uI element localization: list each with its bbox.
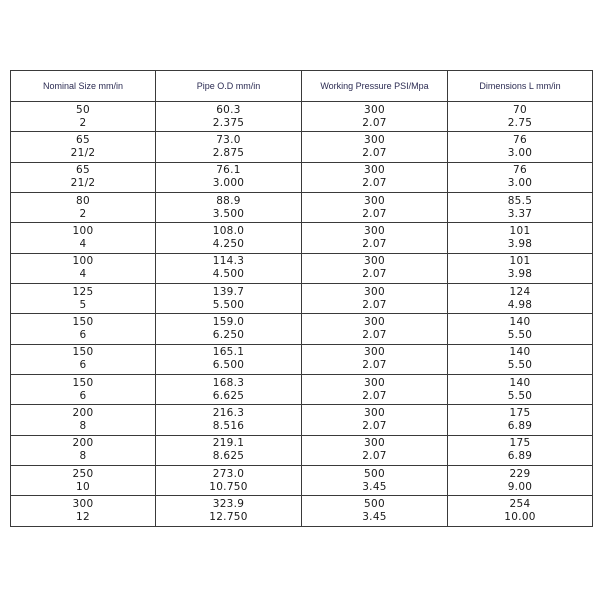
value-psi: 300 [364,316,385,329]
value-in: 12.750 [209,511,248,524]
cell-nominal-size [11,375,156,405]
value-in: 6 [79,389,87,402]
value-in: 6.250 [212,329,245,342]
value-in: 4.98 [507,298,533,311]
cell-pipe-od [156,466,302,496]
value-mm: 114.3 [212,255,245,268]
value-in: 4 [79,238,87,251]
value-in: 2 [79,207,87,220]
cell-pipe-od [156,102,302,132]
cell-pipe-od [156,314,302,344]
value-mm: 150 [72,316,94,329]
value-in: 5.50 [507,389,533,402]
header-working-pressure: Working Pressure PSI/Mpa [302,71,448,102]
cell-pipe-od [156,405,302,435]
table-row [11,162,593,192]
value-mm: 76 [513,164,527,177]
cell-nominal-size [11,405,156,435]
value-in: 6.89 [507,450,533,463]
value-mpa: 2.07 [362,420,387,433]
cell-working-pressure [302,375,448,405]
value-mm: 140 [509,376,531,389]
value-in: 5.500 [212,298,245,311]
value-mm: 200 [72,437,94,450]
value-in: 2.375 [212,116,245,129]
value-mm: 65 [76,164,90,177]
cell-nominal-size [11,132,156,162]
value-in: 8.516 [212,420,245,433]
value-mm: 250 [72,467,94,480]
cell-working-pressure [302,102,448,132]
cell-dimensions-l [448,162,593,192]
value-mm: 50 [76,103,90,116]
value-psi: 300 [364,225,385,238]
value-mpa: 2.07 [362,268,387,281]
header-row [11,71,593,102]
value-mm: 88.9 [216,194,241,207]
value-in: 4 [79,268,87,281]
value-mm: 140 [509,316,531,329]
value-mm: 140 [509,346,531,359]
value-psi: 500 [364,498,385,511]
cell-working-pressure [302,284,448,314]
cell-nominal-size [11,466,156,496]
table-row [11,314,593,344]
cell-dimensions-l [448,375,593,405]
table-row [11,102,593,132]
value-mm: 80 [76,194,90,207]
value-mm: 216.3 [212,407,245,420]
cell-pipe-od [156,375,302,405]
cell-working-pressure [302,466,448,496]
value-in: 3.37 [507,207,533,220]
cell-dimensions-l [448,193,593,223]
value-mm: 165.1 [212,346,245,359]
pipe-spec-table-container [10,70,592,527]
value-mm: 139.7 [212,285,245,298]
value-in: 3.98 [507,238,533,251]
cell-working-pressure [302,253,448,283]
value-mpa: 3.45 [362,511,387,524]
cell-nominal-size [11,102,156,132]
value-in: 6.625 [212,389,245,402]
value-mpa: 2.07 [362,238,387,251]
table-row [11,466,593,496]
value-in: 8 [79,450,87,463]
value-in: 6 [79,359,87,372]
value-in: 6 [79,329,87,342]
table-row [11,405,593,435]
cell-pipe-od [156,193,302,223]
cell-dimensions-l [448,102,593,132]
value-in: 3.98 [507,268,533,281]
cell-working-pressure [302,405,448,435]
value-psi: 300 [364,255,385,268]
cell-dimensions-l [448,405,593,435]
value-in: 2.75 [507,116,533,129]
cell-working-pressure [302,496,448,527]
cell-nominal-size [11,314,156,344]
value-mm: 60.3 [216,103,241,116]
cell-working-pressure [302,132,448,162]
value-psi: 300 [364,376,385,389]
cell-nominal-size [11,435,156,465]
value-mm: 100 [72,225,94,238]
cell-pipe-od [156,344,302,374]
table-row [11,253,593,283]
value-in: 4.500 [212,268,245,281]
cell-nominal-size [11,253,156,283]
value-mpa: 2.07 [362,207,387,220]
value-mm: 76.1 [216,164,241,177]
value-mm: 323.9 [212,498,245,511]
cell-dimensions-l [448,496,593,527]
cell-pipe-od [156,435,302,465]
value-in: 3.00 [507,147,533,160]
value-in: 5.50 [507,329,533,342]
value-in: 3.000 [212,177,245,190]
value-mpa: 2.07 [362,389,387,402]
value-mm: 73.0 [216,134,241,147]
pipe-spec-table [10,70,593,527]
cell-dimensions-l [448,466,593,496]
value-mpa: 2.07 [362,359,387,372]
value-mm: 70 [513,103,527,116]
table-row [11,375,593,405]
value-mm: 76 [513,134,527,147]
value-psi: 300 [364,164,385,177]
value-in: 6.89 [507,420,533,433]
value-mm: 85.5 [507,194,533,207]
value-in: 9.00 [507,480,533,493]
header-pipe-od: Pipe O.D mm/in [156,71,302,102]
value-mm: 101 [509,225,531,238]
value-mm: 150 [72,376,94,389]
value-in: 21/2 [70,147,96,160]
table-header [11,71,593,102]
value-mpa: 2.07 [362,329,387,342]
cell-pipe-od [156,132,302,162]
value-mm: 108.0 [212,225,245,238]
value-mpa: 3.45 [362,480,387,493]
value-in: 8.625 [212,450,245,463]
value-psi: 500 [364,467,385,480]
value-mpa: 2.07 [362,177,387,190]
cell-working-pressure [302,314,448,344]
table-row [11,193,593,223]
value-in: 5.50 [507,359,533,372]
value-mm: 254 [509,498,531,511]
value-mm: 100 [72,255,94,268]
value-mm: 101 [509,255,531,268]
table-row [11,132,593,162]
cell-nominal-size [11,284,156,314]
value-mm: 200 [72,407,94,420]
cell-nominal-size [11,223,156,253]
table-body [11,102,593,527]
table-row [11,223,593,253]
value-mpa: 2.07 [362,116,387,129]
cell-pipe-od [156,162,302,192]
value-in: 10.00 [504,511,536,524]
value-mm: 159.0 [212,316,245,329]
cell-dimensions-l [448,344,593,374]
table-row [11,344,593,374]
value-in: 3.00 [507,177,533,190]
value-mm: 168.3 [212,376,245,389]
cell-working-pressure [302,435,448,465]
cell-nominal-size [11,193,156,223]
cell-dimensions-l [448,253,593,283]
value-mm: 229 [509,467,531,480]
cell-dimensions-l [448,132,593,162]
value-mm: 219.1 [212,437,245,450]
cell-dimensions-l [448,435,593,465]
value-in: 21/2 [70,177,96,190]
value-mm: 300 [72,498,94,511]
value-in: 4.250 [212,238,245,251]
value-in: 10 [76,480,90,493]
value-mpa: 2.07 [362,450,387,463]
cell-working-pressure [302,223,448,253]
value-in: 5 [79,298,87,311]
value-mpa: 2.07 [362,147,387,160]
value-mm: 175 [509,437,531,450]
value-mm: 273.0 [212,467,245,480]
cell-nominal-size [11,344,156,374]
cell-working-pressure [302,162,448,192]
cell-pipe-od [156,253,302,283]
cell-pipe-od [156,223,302,253]
value-mpa: 2.07 [362,298,387,311]
cell-working-pressure [302,344,448,374]
value-mm: 125 [72,285,94,298]
value-in: 2 [79,116,87,129]
value-psi: 300 [364,103,385,116]
value-in: 12 [76,511,90,524]
cell-pipe-od [156,496,302,527]
value-mm: 150 [72,346,94,359]
cell-working-pressure [302,193,448,223]
value-psi: 300 [364,134,385,147]
value-mm: 124 [509,285,531,298]
value-in: 10.750 [209,480,248,493]
cell-nominal-size [11,162,156,192]
value-mm: 175 [509,407,531,420]
value-in: 6.500 [212,359,245,372]
table-row [11,496,593,527]
value-in: 8 [79,420,87,433]
value-mm: 65 [76,134,90,147]
value-psi: 300 [364,407,385,420]
value-in: 3.500 [212,207,245,220]
table-row [11,435,593,465]
cell-nominal-size [11,496,156,527]
cell-pipe-od [156,284,302,314]
cell-dimensions-l [448,314,593,344]
cell-dimensions-l [448,284,593,314]
cell-dimensions-l [448,223,593,253]
value-psi: 300 [364,285,385,298]
header-dimensions-l: Dimensions L mm/in [448,71,593,102]
value-psi: 300 [364,437,385,450]
value-psi: 300 [364,194,385,207]
table-row [11,284,593,314]
value-in: 2.875 [212,147,245,160]
value-psi: 300 [364,346,385,359]
header-nominal-size: Nominal Size mm/in [11,71,156,102]
